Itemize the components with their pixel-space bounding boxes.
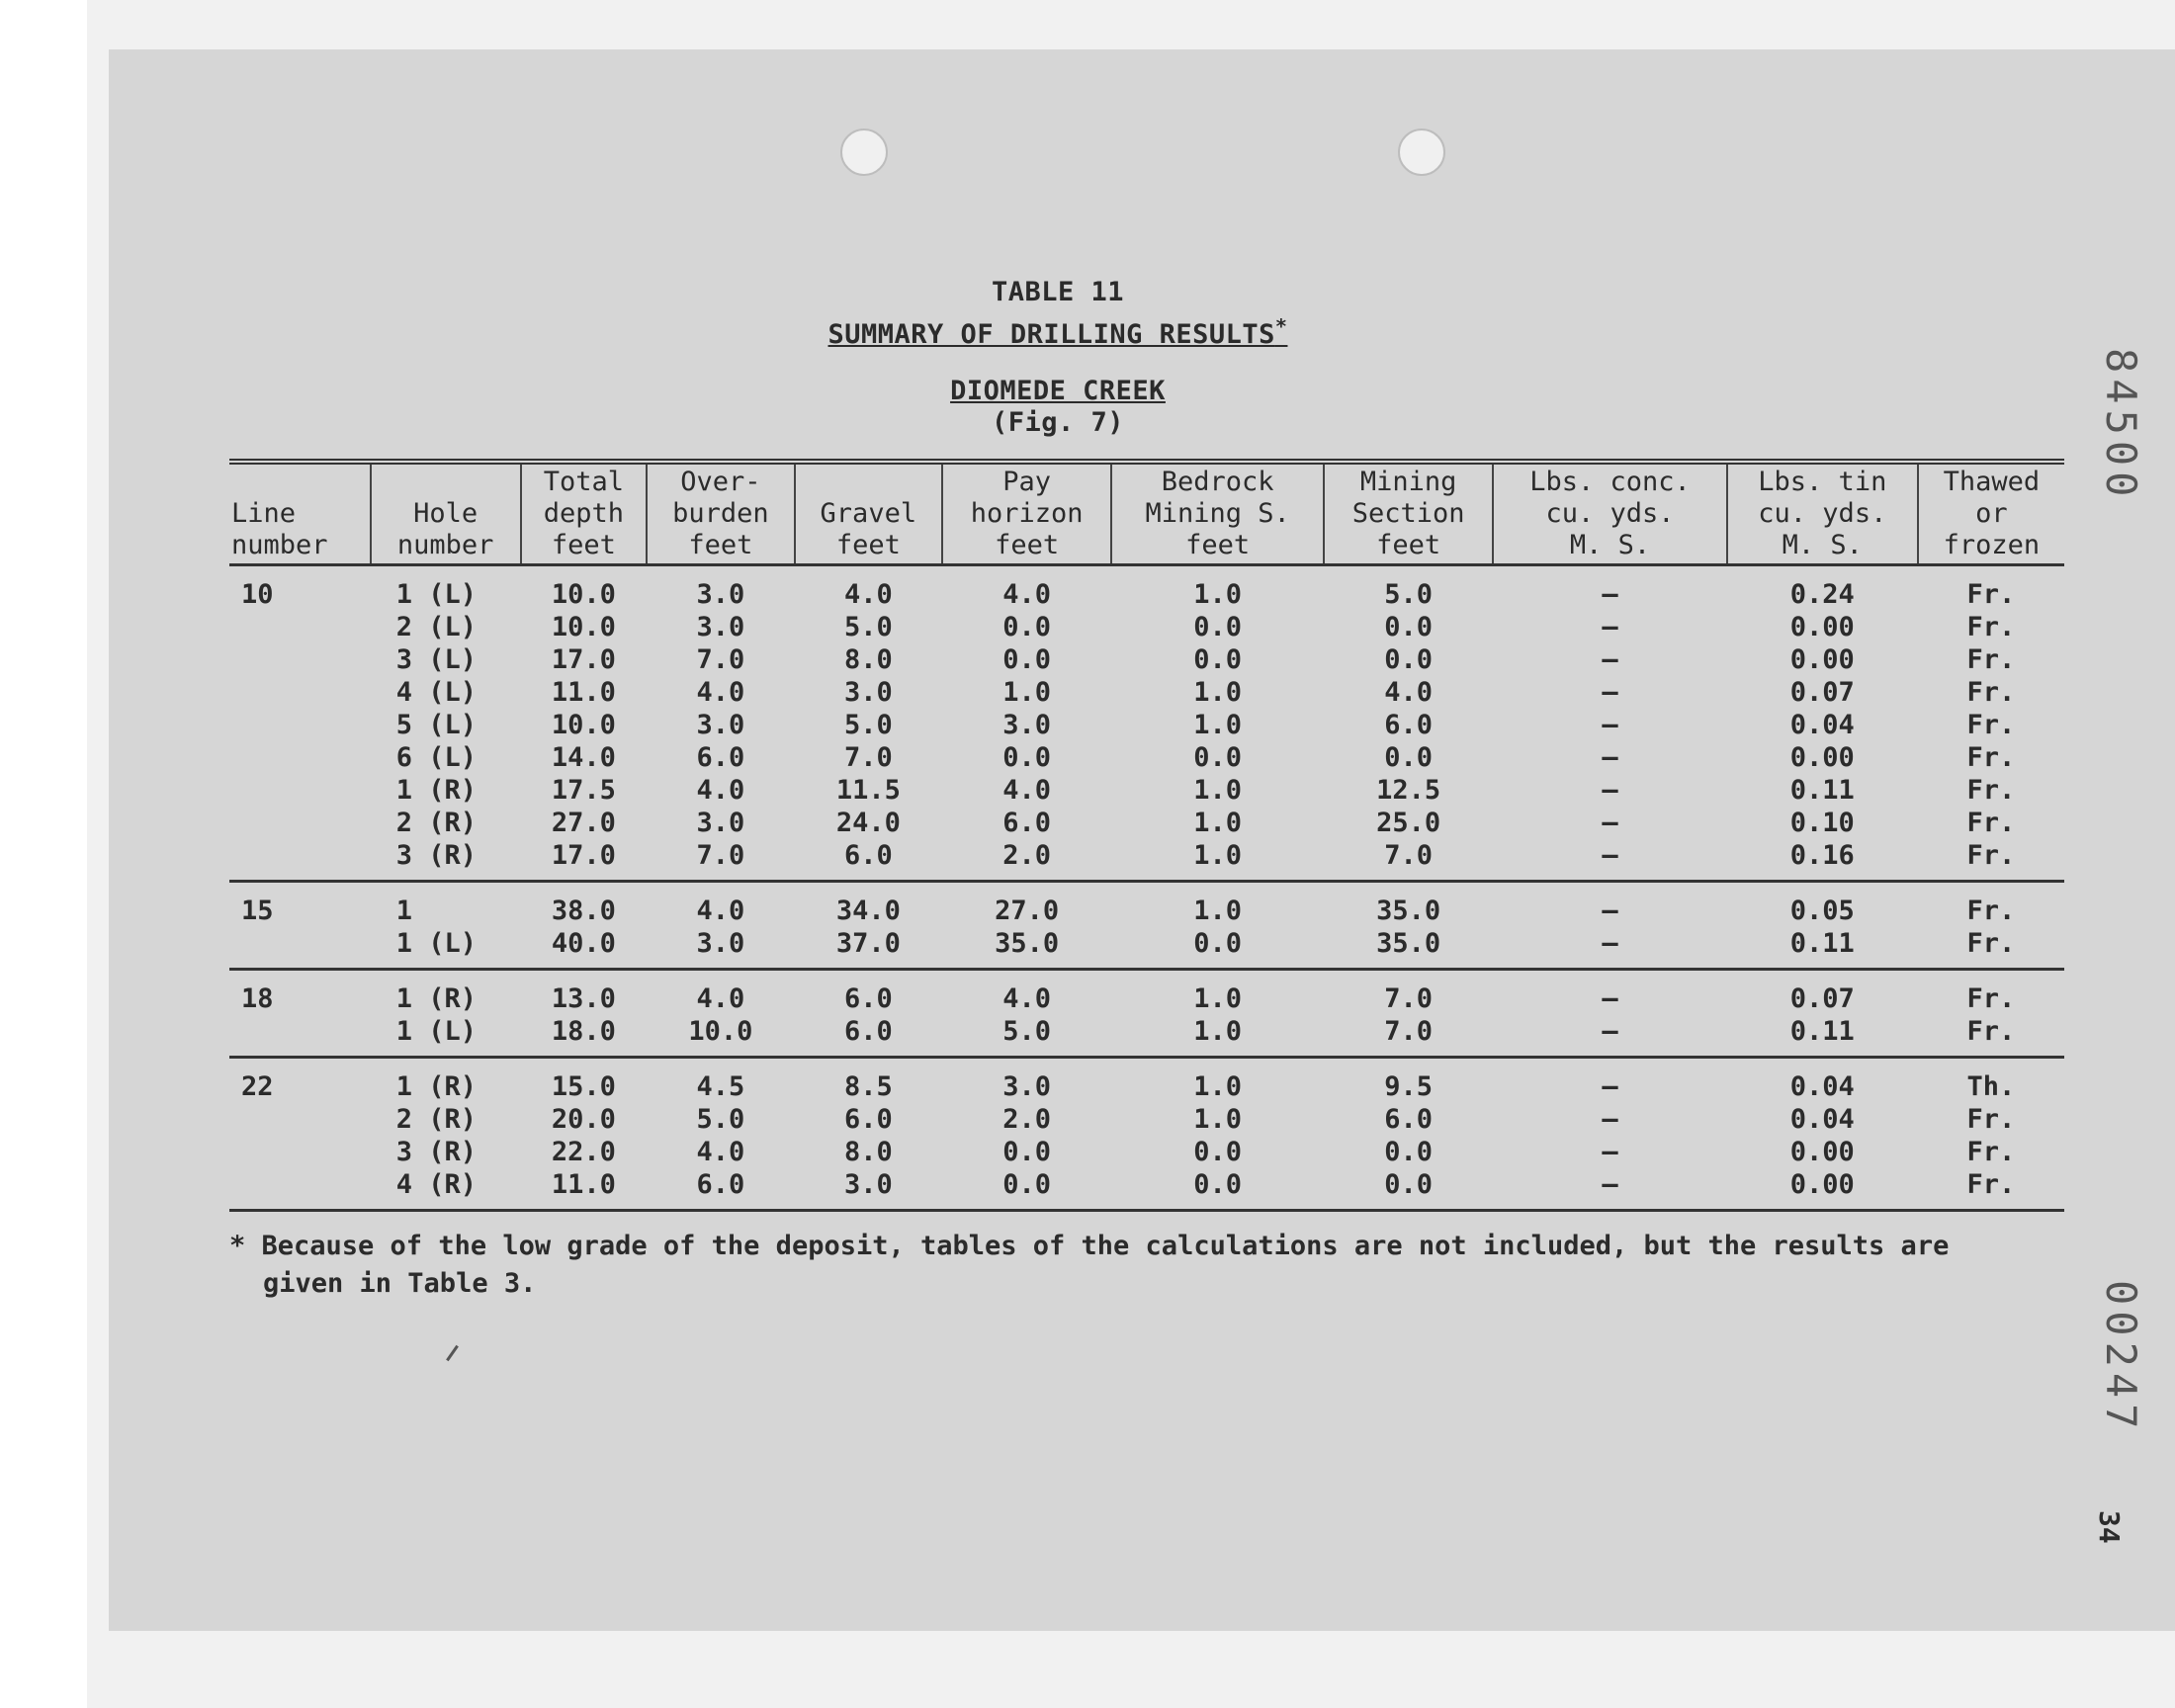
table-row bbox=[229, 774, 2064, 807]
table-cell: Fr. bbox=[1966, 677, 2016, 708]
table-cell: 0.05 bbox=[1727, 882, 1918, 928]
table-cell: – bbox=[1493, 1058, 1727, 1104]
column-header-total-depth bbox=[521, 462, 648, 565]
column-header-line: Mining S. bbox=[1145, 498, 1290, 529]
footnote-line-2: given in Table 3. bbox=[263, 1268, 537, 1299]
hole-number-cell: 1 bbox=[371, 882, 521, 928]
table-cell: 1.0 bbox=[1193, 1016, 1243, 1047]
table-cell: 0.00 bbox=[1789, 1137, 1855, 1167]
table-cell: 6.0 bbox=[1002, 808, 1052, 838]
table-cell: 6.0 bbox=[843, 840, 893, 871]
table-row bbox=[229, 1058, 2064, 1104]
table-cell: 3.0 bbox=[696, 710, 745, 740]
table-row bbox=[229, 970, 2064, 1016]
hole-number-cell: 2 (R) bbox=[395, 808, 478, 838]
table-cell: 5.0 bbox=[1002, 1016, 1052, 1047]
table-cell: Fr. bbox=[1966, 710, 2016, 740]
table-cell: 0.0 bbox=[1384, 1137, 1434, 1167]
line-number-cell bbox=[229, 643, 371, 676]
table-cell: Fr. bbox=[1966, 840, 2016, 871]
table-cell: 12.5 bbox=[1376, 775, 1441, 806]
column-header-line: Total bbox=[543, 467, 624, 497]
column-header-line: burden bbox=[672, 498, 769, 529]
table-cell: 6.0 bbox=[843, 1104, 893, 1135]
table-cell: 0.0 bbox=[1384, 1169, 1434, 1200]
margin-stamp-top: 84500 bbox=[2097, 348, 2145, 503]
table-cell: 37.0 bbox=[835, 928, 901, 959]
table-cell: 7.0 bbox=[696, 840, 745, 871]
table-cell: 7.0 bbox=[1384, 840, 1434, 871]
line-number-cell bbox=[229, 1136, 371, 1168]
line-number-cell bbox=[229, 611, 371, 643]
table-cell: 35.0 bbox=[995, 928, 1060, 959]
column-header-line: feet bbox=[551, 530, 616, 560]
line-number-cell bbox=[229, 807, 371, 839]
column-header-line: Section bbox=[1351, 498, 1465, 529]
table-row bbox=[229, 643, 2064, 676]
table-cell: 0.04 bbox=[1727, 1058, 1918, 1104]
line-number-cell bbox=[229, 709, 371, 741]
hole-number-cell: 3 (R) bbox=[395, 1137, 478, 1167]
table-row bbox=[229, 807, 2064, 839]
table-row bbox=[229, 1136, 2064, 1168]
table-cell: 7.0 bbox=[843, 742, 893, 773]
column-header-line-number bbox=[229, 462, 371, 565]
table-cell: 0.07 bbox=[1727, 970, 1918, 1016]
table-cell: 0.0 bbox=[1002, 644, 1052, 675]
table-row bbox=[229, 709, 2064, 741]
table-cell: 0.0 bbox=[1193, 928, 1243, 959]
title-footnote-mark: * bbox=[1274, 314, 1288, 338]
table-cell: Fr. bbox=[1966, 1104, 2016, 1135]
table-cell: 6.0 bbox=[696, 742, 745, 773]
table-cell: 1.0 bbox=[1193, 840, 1243, 871]
table-cell: 4.0 bbox=[696, 1137, 745, 1167]
column-header-line: feet bbox=[1185, 530, 1251, 560]
table-number: TABLE 11 bbox=[991, 277, 1125, 307]
header-row bbox=[229, 462, 2064, 565]
column-header-line: cu. yds. bbox=[1758, 498, 1887, 529]
column-header-line: or bbox=[1975, 498, 2008, 529]
table-cell: 6.0 bbox=[843, 1016, 893, 1047]
page-number: 34 bbox=[2093, 1510, 2126, 1544]
table-cell: 0.0 bbox=[1002, 612, 1052, 642]
table-row bbox=[229, 927, 2064, 970]
margin-stamp-bottom: 00247 bbox=[2097, 1280, 2145, 1435]
line-number-cell: 10 bbox=[241, 579, 274, 610]
table-cell: 4.0 bbox=[647, 970, 794, 1016]
hole-number-cell: 1 (L) bbox=[395, 579, 478, 610]
column-header-line: Hole bbox=[413, 498, 478, 529]
table-cell: 4.0 bbox=[1384, 677, 1434, 708]
table-cell: Fr. bbox=[1966, 612, 2016, 642]
table-cell: 0.0 bbox=[1002, 1137, 1052, 1167]
table-cell: – bbox=[1602, 1104, 1618, 1135]
line-number-cell bbox=[229, 676, 371, 709]
table-cell: Fr. bbox=[1966, 1016, 2016, 1047]
table-row bbox=[229, 882, 2064, 928]
pencil-mark bbox=[446, 1345, 459, 1361]
table-cell: 4.5 bbox=[647, 1058, 794, 1104]
footnote-line-1: * Because of the low grade of the deposit, tables of the calculations are not included, but the results are bbox=[229, 1231, 1950, 1261]
column-header-line: Mining bbox=[1359, 467, 1457, 497]
line-number-cell bbox=[229, 839, 371, 882]
table-cell: 0.16 bbox=[1789, 840, 1855, 871]
table-cell: – bbox=[1602, 1137, 1618, 1167]
table-cell: Fr. bbox=[1966, 808, 2016, 838]
table-cell: 27.0 bbox=[942, 882, 1111, 928]
column-header-line: M. S. bbox=[1569, 530, 1651, 560]
punch-hole bbox=[840, 128, 888, 176]
table-cell: 0.10 bbox=[1789, 808, 1855, 838]
line-number-cell bbox=[229, 741, 371, 774]
table-cell: – bbox=[1602, 928, 1618, 959]
column-header-line: cu. yds. bbox=[1545, 498, 1675, 529]
table-cell: 1.0 bbox=[1193, 1104, 1243, 1135]
table-cell: 14.0 bbox=[551, 742, 616, 773]
table-cell: 22.0 bbox=[551, 1137, 616, 1167]
column-header-bedrock-mining bbox=[1111, 462, 1324, 565]
table-cell: – bbox=[1602, 1169, 1618, 1200]
table-row bbox=[229, 1168, 2064, 1211]
table-cell: 4.0 bbox=[647, 882, 794, 928]
table-cell: 3.0 bbox=[696, 928, 745, 959]
table-title bbox=[109, 314, 2007, 350]
hole-number-cell: 1 (L) bbox=[395, 928, 478, 959]
drilling-results-table bbox=[229, 459, 2064, 1212]
table-cell: Fr. bbox=[1966, 775, 2016, 806]
column-header-line: Line bbox=[231, 498, 297, 529]
table-cell: Fr. bbox=[1966, 742, 2016, 773]
table-cell: 17.5 bbox=[551, 775, 616, 806]
table-cell: 2.0 bbox=[1002, 1104, 1052, 1135]
table-cell: 0.11 bbox=[1789, 928, 1855, 959]
table-cell: 8.0 bbox=[843, 1137, 893, 1167]
column-header-line bbox=[231, 467, 364, 498]
table-cell: 0.00 bbox=[1789, 612, 1855, 642]
table-cell: 17.0 bbox=[551, 840, 616, 871]
table-cell: 25.0 bbox=[1376, 808, 1441, 838]
column-header-line: Gravel bbox=[820, 498, 917, 529]
table-cell: 0.00 bbox=[1789, 742, 1855, 773]
hole-number-cell: 1 (R) bbox=[371, 970, 521, 1016]
column-header-lbs-conc bbox=[1493, 462, 1727, 565]
line-number-cell bbox=[229, 1103, 371, 1136]
line-number-cell bbox=[229, 1168, 371, 1211]
column-header-line: M. S. bbox=[1782, 530, 1863, 560]
table-cell: – bbox=[1602, 612, 1618, 642]
column-header-line: feet bbox=[1376, 530, 1441, 560]
table-cell: 5.0 bbox=[1384, 579, 1434, 610]
table-cell: 15.0 bbox=[521, 1058, 648, 1104]
table-cell: 3.0 bbox=[1002, 710, 1052, 740]
table-cell: Th. bbox=[1918, 1058, 2064, 1104]
table-cell: 27.0 bbox=[551, 808, 616, 838]
table-cell: 4.0 bbox=[843, 579, 893, 610]
table-cell: 6.0 bbox=[795, 970, 942, 1016]
table-cell: Fr. bbox=[1918, 882, 2064, 928]
hole-number-cell: 3 (L) bbox=[395, 644, 478, 675]
table-cell: 38.0 bbox=[521, 882, 648, 928]
table-cell: 1.0 bbox=[1193, 775, 1243, 806]
table-cell: 0.0 bbox=[1002, 1169, 1052, 1200]
table-cell: 10.0 bbox=[551, 612, 616, 642]
table-cell: 4.0 bbox=[696, 775, 745, 806]
table-cell: 3.0 bbox=[696, 808, 745, 838]
table-cell: 1.0 bbox=[1193, 579, 1243, 610]
table-cell: – bbox=[1602, 710, 1618, 740]
table-cell: – bbox=[1493, 882, 1727, 928]
hole-number-cell: 1 (R) bbox=[371, 1058, 521, 1104]
column-header-mining-section bbox=[1324, 462, 1493, 565]
table-cell: 1.0 bbox=[1193, 710, 1243, 740]
column-header-line: Bedrock bbox=[1161, 467, 1274, 497]
table-cell: 1.0 bbox=[1111, 970, 1324, 1016]
table-cell: 4.0 bbox=[1002, 775, 1052, 806]
table-cell: 8.5 bbox=[795, 1058, 942, 1104]
column-header-pay-horizon bbox=[942, 462, 1111, 565]
column-header-line bbox=[378, 467, 514, 498]
table-cell: Fr. bbox=[1966, 1137, 2016, 1167]
table-cell: 6.0 bbox=[1384, 1104, 1434, 1135]
table-cell: Fr. bbox=[1966, 928, 2016, 959]
column-header-line: horizon bbox=[970, 498, 1084, 529]
table-title-text: SUMMARY OF DRILLING RESULTS bbox=[827, 319, 1275, 350]
column-header-line: feet bbox=[835, 530, 901, 560]
table-cell: 0.0 bbox=[1193, 1137, 1243, 1167]
table-row bbox=[229, 741, 2064, 774]
table-cell: 40.0 bbox=[551, 928, 616, 959]
table-cell: 5.0 bbox=[843, 710, 893, 740]
footnote bbox=[229, 1228, 2058, 1303]
table-cell: 3.0 bbox=[942, 1058, 1111, 1104]
table-cell: – bbox=[1602, 579, 1618, 610]
table-cell: 1.0 bbox=[1111, 1058, 1324, 1104]
table-cell: 34.0 bbox=[795, 882, 942, 928]
table-cell: Fr. bbox=[1966, 579, 2016, 610]
table-cell: 0.00 bbox=[1789, 644, 1855, 675]
table-cell: Fr. bbox=[1966, 1169, 2016, 1200]
table-cell: 0.24 bbox=[1789, 579, 1855, 610]
hole-number-cell: 4 (L) bbox=[395, 677, 478, 708]
hole-number-cell: 2 (L) bbox=[395, 612, 478, 642]
table-cell: 13.0 bbox=[521, 970, 648, 1016]
hole-number-cell: 2 (R) bbox=[395, 1104, 478, 1135]
table-cell: Fr. bbox=[1966, 644, 2016, 675]
table-cell: 17.0 bbox=[551, 644, 616, 675]
table-cell: 0.11 bbox=[1789, 775, 1855, 806]
table-cell: 0.0 bbox=[1193, 644, 1243, 675]
hole-number-cell: 3 (R) bbox=[395, 840, 478, 871]
table-cell: – bbox=[1602, 775, 1618, 806]
table-cell: 11.0 bbox=[551, 677, 616, 708]
table-cell: 10.0 bbox=[551, 579, 616, 610]
table-cell: Fr. bbox=[1918, 970, 2064, 1016]
column-header-lbs-tin bbox=[1727, 462, 1918, 565]
table-row bbox=[229, 611, 2064, 643]
location-heading: DIOMEDE CREEK bbox=[950, 376, 1166, 406]
line-group bbox=[229, 565, 2064, 882]
table-cell: 35.0 bbox=[1324, 882, 1493, 928]
table-cell: 7.0 bbox=[1324, 970, 1493, 1016]
column-header-line: Pay bbox=[1002, 467, 1052, 497]
column-header-overburden bbox=[647, 462, 794, 565]
table-cell: 3.0 bbox=[696, 612, 745, 642]
figure-reference: (Fig. 7) bbox=[991, 407, 1125, 438]
column-header-line: frozen bbox=[1943, 530, 2041, 560]
table-cell: – bbox=[1602, 840, 1618, 871]
table-cell: 6.0 bbox=[1384, 710, 1434, 740]
table-cell: 4.0 bbox=[942, 970, 1111, 1016]
table-cell: 11.5 bbox=[835, 775, 901, 806]
table-cell: 3.0 bbox=[843, 677, 893, 708]
column-header-line bbox=[802, 467, 935, 498]
table-cell: 6.0 bbox=[696, 1169, 745, 1200]
column-header-line: feet bbox=[995, 530, 1060, 560]
table-cell: 24.0 bbox=[835, 808, 901, 838]
table-cell: 1.0 bbox=[1193, 808, 1243, 838]
table-cell: 0.0 bbox=[1384, 742, 1434, 773]
table-row bbox=[229, 1015, 2064, 1058]
table-row bbox=[229, 839, 2064, 882]
line-number-cell: 18 bbox=[229, 970, 371, 1016]
line-number-cell bbox=[229, 927, 371, 970]
column-header-gravel bbox=[795, 462, 942, 565]
table-cell: 0.04 bbox=[1789, 1104, 1855, 1135]
table-cell: 4.0 bbox=[1002, 579, 1052, 610]
table-header bbox=[229, 462, 2064, 565]
line-group bbox=[229, 1058, 2064, 1211]
table-cell: 1.0 bbox=[1193, 677, 1243, 708]
hole-number-cell: 6 (L) bbox=[395, 742, 478, 773]
table-cell: – bbox=[1602, 742, 1618, 773]
table-cell: 1.0 bbox=[1002, 677, 1052, 708]
table-cell: 0.0 bbox=[1193, 742, 1243, 773]
table-cell: 20.0 bbox=[551, 1104, 616, 1135]
table-cell: – bbox=[1602, 677, 1618, 708]
table-cell: 7.0 bbox=[696, 644, 745, 675]
line-group bbox=[229, 970, 2064, 1058]
table-cell: 3.0 bbox=[843, 1169, 893, 1200]
line-number-cell: 15 bbox=[229, 882, 371, 928]
column-header-line: feet bbox=[688, 530, 753, 560]
table-cell: 7.0 bbox=[1384, 1016, 1434, 1047]
table-cell: 8.0 bbox=[843, 644, 893, 675]
column-header-thawed-frozen bbox=[1918, 462, 2064, 565]
table-cell: 5.0 bbox=[696, 1104, 745, 1135]
table-cell: 1.0 bbox=[1111, 882, 1324, 928]
table-cell: 0.0 bbox=[1193, 1169, 1243, 1200]
line-number-cell bbox=[229, 774, 371, 807]
table-row bbox=[229, 1103, 2064, 1136]
table-cell: 0.0 bbox=[1002, 742, 1052, 773]
table-cell: – bbox=[1493, 970, 1727, 1016]
punch-hole bbox=[1398, 128, 1445, 176]
table-cell: – bbox=[1602, 808, 1618, 838]
hole-number-cell: 4 (R) bbox=[395, 1169, 478, 1200]
table-cell: 0.11 bbox=[1789, 1016, 1855, 1047]
table-cell: 18.0 bbox=[551, 1016, 616, 1047]
table-cell: – bbox=[1602, 644, 1618, 675]
table-cell: 0.04 bbox=[1789, 710, 1855, 740]
table-cell: 0.07 bbox=[1789, 677, 1855, 708]
table-cell: 5.0 bbox=[843, 612, 893, 642]
table-cell: 10.0 bbox=[688, 1016, 753, 1047]
table-cell: 10.0 bbox=[551, 710, 616, 740]
hole-number-cell: 5 (L) bbox=[395, 710, 478, 740]
column-header-line: Lbs. tin bbox=[1758, 467, 1887, 497]
table-cell: 3.0 bbox=[696, 579, 745, 610]
hole-number-cell: 1 (R) bbox=[395, 775, 478, 806]
column-header-line: number bbox=[396, 530, 494, 560]
table-cell: 4.0 bbox=[696, 677, 745, 708]
table-cell: – bbox=[1602, 1016, 1618, 1047]
column-header-line: depth bbox=[543, 498, 624, 529]
line-number-cell bbox=[229, 1015, 371, 1058]
table-cell: 2.0 bbox=[1002, 840, 1052, 871]
table-row bbox=[229, 565, 2064, 612]
line-number-cell: 22 bbox=[229, 1058, 371, 1104]
column-header-line: Lbs. conc. bbox=[1529, 467, 1691, 497]
column-header-line: Over- bbox=[680, 467, 761, 497]
document-page bbox=[109, 49, 2175, 1631]
hole-number-cell: 1 (L) bbox=[395, 1016, 478, 1047]
column-header-hole-number bbox=[371, 462, 521, 565]
table-cell: 0.00 bbox=[1789, 1169, 1855, 1200]
table-cell: 0.0 bbox=[1384, 612, 1434, 642]
table-row bbox=[229, 676, 2064, 709]
table-cell: 11.0 bbox=[551, 1169, 616, 1200]
table-cell: 35.0 bbox=[1376, 928, 1441, 959]
table-cell: 0.0 bbox=[1193, 612, 1243, 642]
table-cell: 9.5 bbox=[1324, 1058, 1493, 1104]
table-cell: 0.0 bbox=[1384, 644, 1434, 675]
line-group bbox=[229, 882, 2064, 970]
column-header-line: number bbox=[231, 530, 328, 560]
column-header-line: Thawed bbox=[1943, 467, 2041, 497]
